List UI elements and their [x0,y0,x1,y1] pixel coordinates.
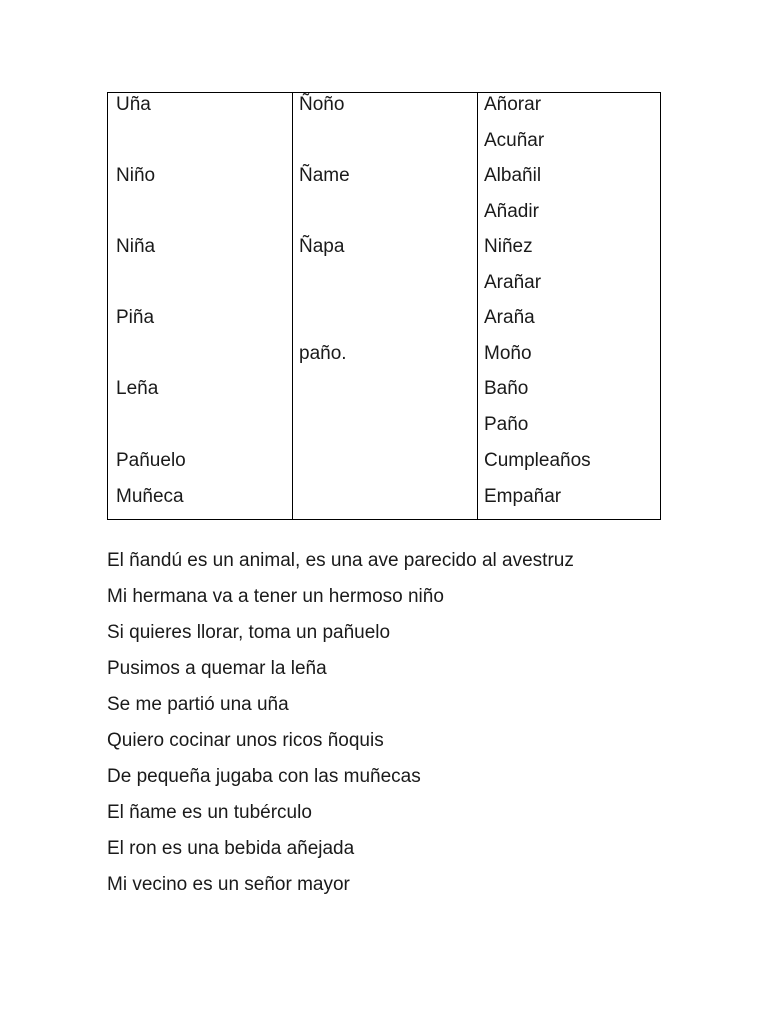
column-divider [292,93,293,519]
table-cell: Cumpleaños [484,450,591,471]
sentence: De pequeña jugaba con las muñecas [107,766,421,787]
table-cell: paño. [299,343,347,364]
table-cell: Acuñar [484,130,545,151]
table-cell: Leña [116,378,159,399]
table-cell: Baño [484,378,529,399]
table-cell: Ñoño [299,94,345,115]
sentence: El ñame es un tubérculo [107,802,312,823]
table-cell: Añorar [484,94,542,115]
table-cell: Empañar [484,486,562,507]
sentence: Se me partió una uña [107,694,289,715]
table-cell: Araña [484,307,535,328]
sentence: Mi hermana va a tener un hermoso niño [107,586,444,607]
table-cell: Arañar [484,272,542,293]
sentence: Si quieres llorar, toma un pañuelo [107,622,391,643]
table-cell: Piña [116,307,155,328]
sentence: El ron es una bebida añejada [107,838,355,859]
table-cell: Niño [116,165,156,186]
word-table [107,92,661,520]
table-cell: Niñez [484,236,533,257]
table-cell: Añadir [484,201,539,222]
table-cell: Ñapa [299,236,345,257]
sentence: Mi vecino es un señor mayor [107,874,350,895]
table-cell: Uña [116,94,151,115]
table-cell: Ñame [299,165,350,186]
sentence: Pusimos a quemar la leña [107,658,327,679]
column-divider [477,93,478,519]
table-cell: Albañil [484,165,542,186]
table-cell: Pañuelo [116,450,186,471]
table-cell: Muñeca [116,486,184,507]
table-cell: Niña [116,236,156,257]
table-cell: Paño [484,414,529,435]
table-cell: Moño [484,343,532,364]
sentence: El ñandú es un animal, es una ave parecido al avestruz [107,550,574,571]
sentence: Quiero cocinar unos ricos ñoquis [107,730,384,751]
